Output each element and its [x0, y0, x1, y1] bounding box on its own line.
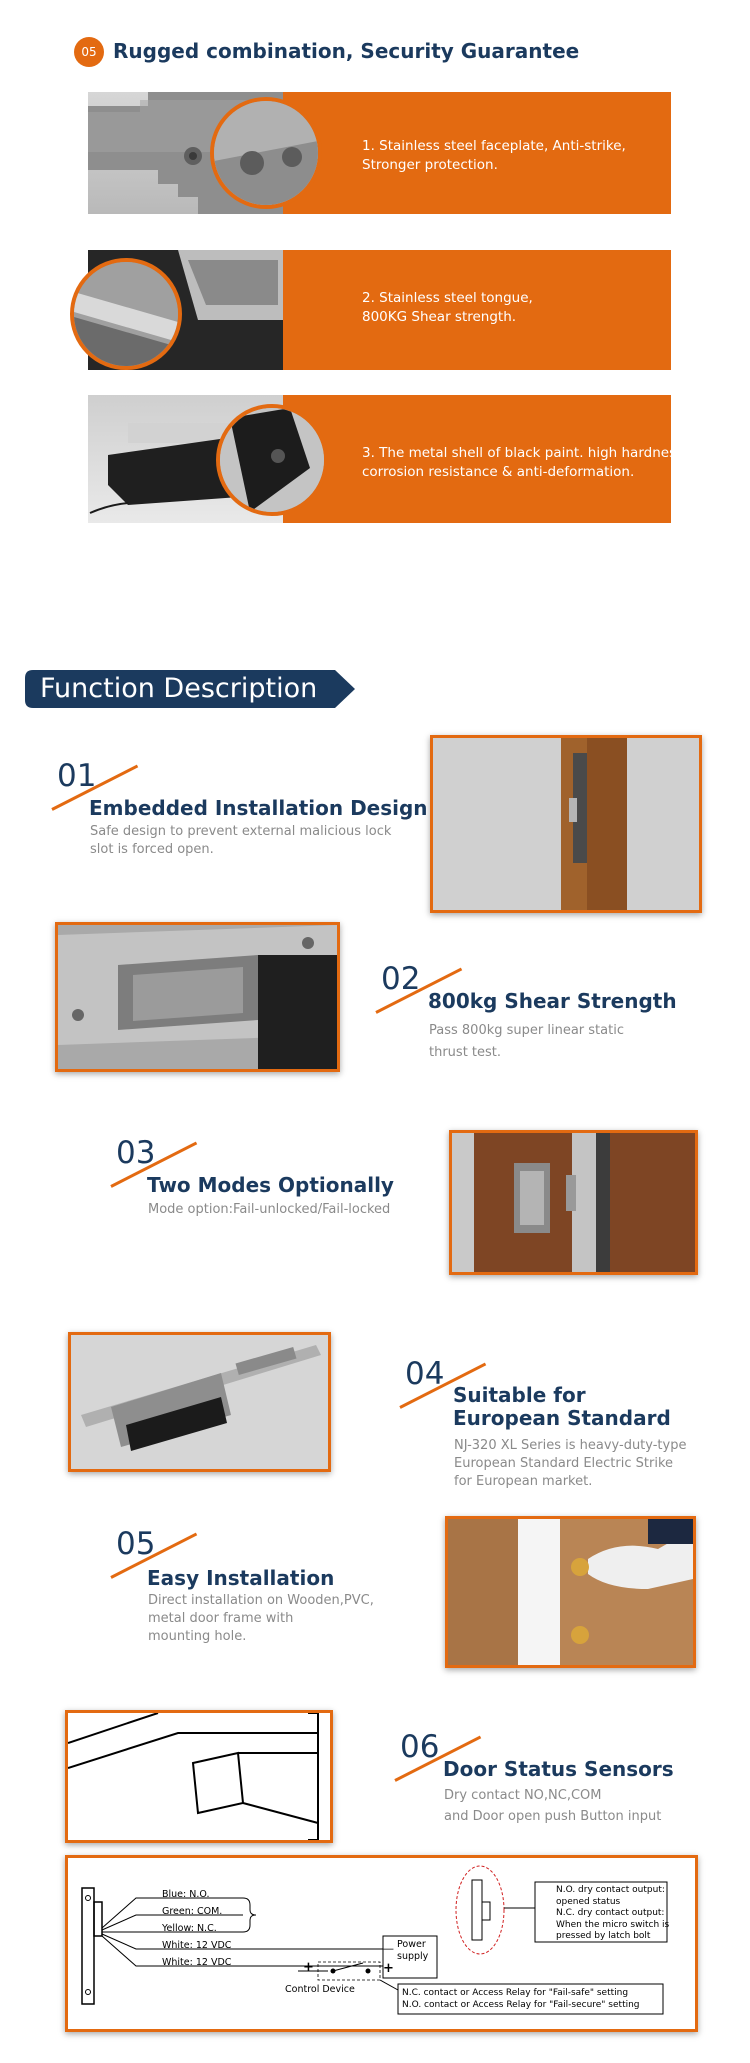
item-01-desc: Safe design to prevent external malicious lock slot is forced open. — [90, 824, 392, 857]
wire-label-green: Green: COM. — [162, 1906, 223, 1917]
wire-label-white-2: White: 12 VDC — [162, 1957, 232, 1968]
item-01-photo — [430, 735, 702, 913]
item-02-title: 800kg Shear Strength — [428, 989, 677, 1013]
relay-note: N.C. contact or Access Relay for "Fail-safe" setting N.O. contact or Access Relay for "Fail-secure" setting — [402, 1988, 640, 2010]
item-05-title: Easy Installation — [147, 1566, 335, 1590]
item-02-photo — [55, 922, 340, 1072]
shell-zoom-circle — [216, 404, 328, 516]
sensor-note: N.O. dry contact output: opened status N.C. dry contact output: When the micro switch is pressed by latch bolt — [556, 1885, 670, 1941]
item-02-number: 02 — [381, 961, 421, 997]
item-03-photo — [449, 1130, 698, 1275]
item-06-title: Door Status Sensors — [443, 1757, 674, 1781]
feature-3-text: 3. The metal shell of black paint. high hardness, corrosion resistance & anti-deformation. — [362, 445, 688, 480]
item-04-number: 04 — [405, 1356, 445, 1392]
feature-1-text: 1. Stainless steel faceplate, Anti-strike, Stronger protection. — [362, 138, 626, 173]
wire-label-yellow: Yellow: N.C. — [162, 1923, 217, 1934]
item-04-photo — [68, 1332, 331, 1472]
wire-label-blue: Blue: N.O. — [162, 1889, 210, 1900]
power-supply-label: Power supply — [397, 1939, 429, 1962]
power-minus: — — [383, 1942, 394, 1955]
item-03-number: 03 — [116, 1135, 156, 1171]
item-06-number: 06 — [400, 1729, 440, 1765]
power-plus: + — [383, 1961, 394, 1976]
section-number-badge: 05 — [74, 37, 104, 67]
control-plus: + — [303, 1960, 314, 1975]
item-05-number: 05 — [116, 1526, 156, 1562]
item-03-title: Two Modes Optionally — [147, 1173, 394, 1197]
item-04-title: Suitable for European Standard — [453, 1383, 671, 1430]
item-02-desc: Pass 800kg super linear static thrust test. — [429, 1023, 624, 1060]
wire-label-white-1: White: 12 VDC — [162, 1940, 232, 1951]
item-03-desc: Mode option:Fail-unlocked/Fail-locked — [148, 1202, 391, 1217]
control-device-label: Control Device — [285, 1984, 355, 1995]
item-01-title: Embedded Installation Design — [89, 796, 428, 820]
feature-2-text: 2. Stainless steel tongue, 800KG Shear strength. — [362, 290, 533, 325]
item-06-desc: Dry contact NO,NC,COM and Door open push Button input — [444, 1788, 662, 1824]
function-description-title: Function Description — [40, 673, 318, 704]
item-04-desc: NJ-320 XL Series is heavy-duty-type European Standard Electric Strike for European market. — [454, 1438, 687, 1489]
item-05-desc: Direct installation on Wooden,PVC, metal door frame with mounting hole. — [148, 1593, 374, 1644]
item-01-number: 01 — [57, 758, 97, 794]
section-title: Rugged combination, Security Guarantee — [113, 39, 580, 63]
item-05-photo — [445, 1516, 696, 1668]
tongue-zoom-circle — [70, 258, 182, 370]
item-06-drawing — [65, 1710, 333, 1843]
faceplate-zoom-circle — [210, 97, 322, 209]
